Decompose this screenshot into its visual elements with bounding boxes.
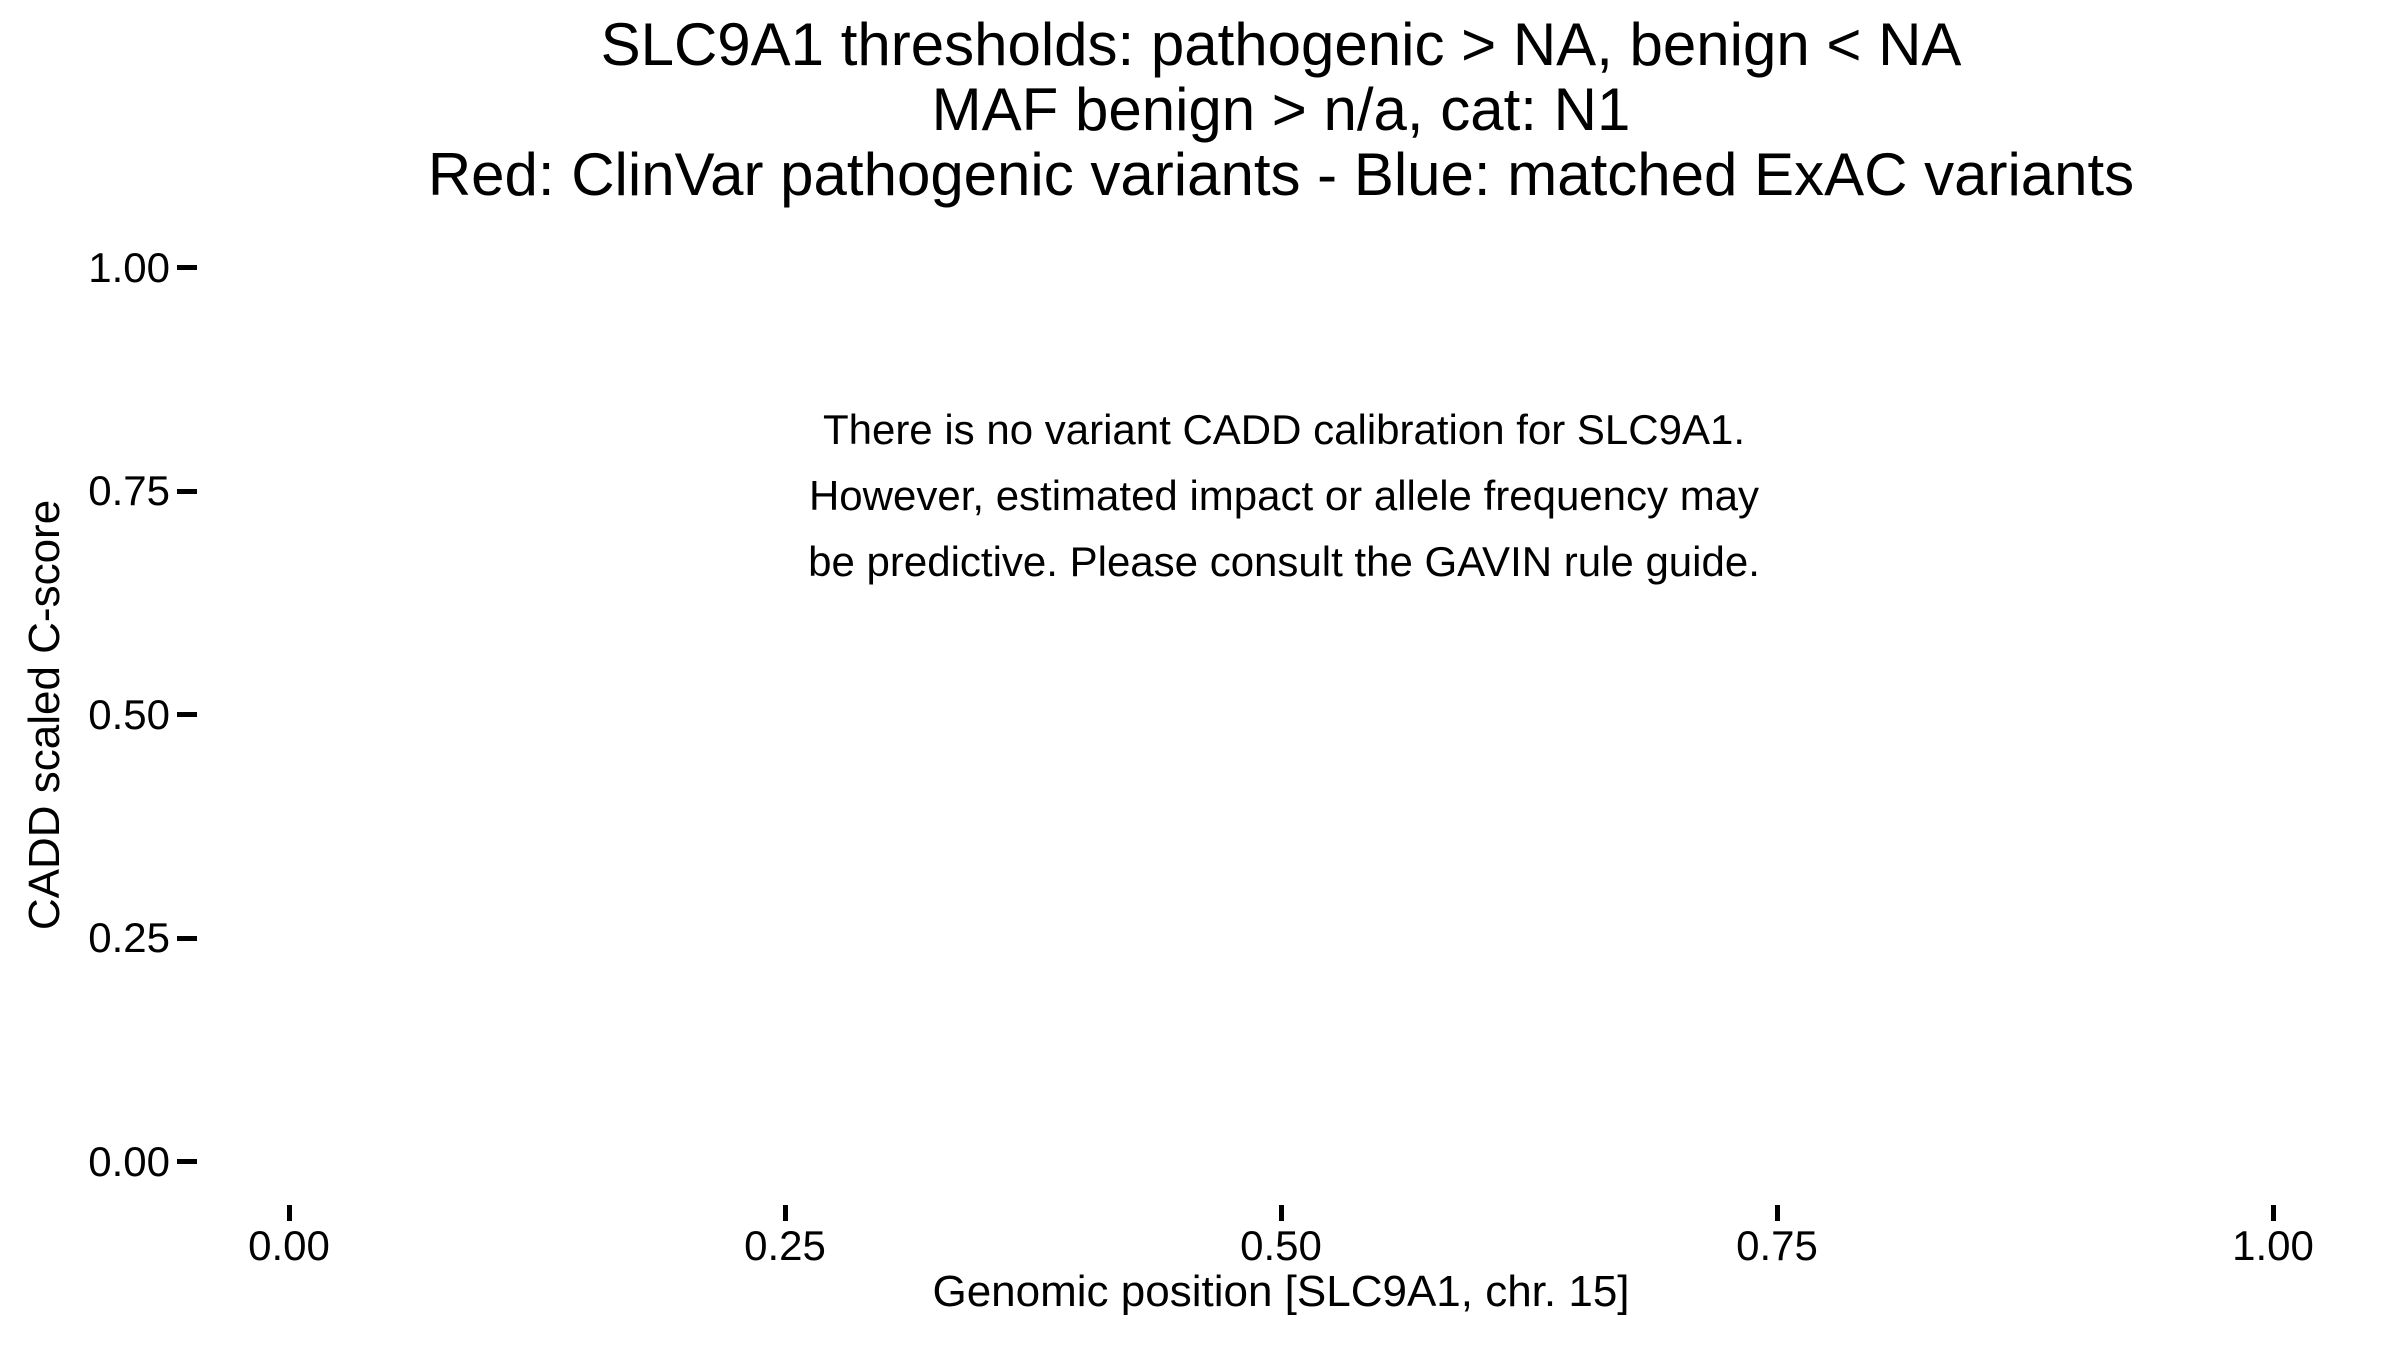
y-tick-mark-0.25 [177,936,197,941]
y-axis-title: CADD scaled C-score [20,499,69,931]
panel-annotation [808,397,1760,595]
x-axis-title: Genomic position [SLC9A1, chr. 15] [932,1267,1630,1316]
y-tick-label-1.00: 1.00 [88,244,170,291]
y-tick-label-0.25: 0.25 [88,914,170,961]
panel-annotation-line-2: However, estimated impact or allele frequency may [808,472,1760,519]
x-tick-label-0.50: 0.50 [1240,1222,1322,1269]
y-tick-label-0.75: 0.75 [88,467,170,514]
x-tick-label-0.25: 0.25 [744,1222,826,1269]
x-tick-mark-0.00 [287,1205,292,1221]
x-tick-label-0.00: 0.00 [248,1222,330,1269]
x-tick-mark-0.75 [1775,1205,1780,1221]
x-tick-mark-1.00 [2271,1205,2276,1221]
y-tick-mark-1.00 [177,265,197,270]
plot-title-line-2: MAF benign > n/a, cat: N1 [931,76,1631,143]
x-tick-mark-0.25 [783,1205,788,1221]
plot-title-line-3: Red: ClinVar pathogenic variants - Blue: matched ExAC variants [427,141,2135,208]
y-tick-label-0.50: 0.50 [88,691,170,738]
y-tick-mark-0.00 [177,1159,197,1164]
y-tick-mark-0.50 [177,712,197,717]
plot-title-line-1: SLC9A1 thresholds: pathogenic > NA, benign < NA [600,11,1962,78]
plot-title [428,12,2134,207]
y-tick-label-0.00: 0.00 [88,1138,170,1185]
x-tick-mark-0.50 [1279,1205,1284,1221]
panel-annotation-line-3: be predictive. Please consult the GAVIN rule guide. [808,538,1760,585]
x-tick-label-1.00: 1.00 [2232,1222,2314,1269]
x-tick-label-0.75: 0.75 [1736,1222,1818,1269]
y-tick-mark-0.75 [177,489,197,494]
panel-annotation-line-1: There is no variant CADD calibration for SLC9A1. [822,406,1746,453]
